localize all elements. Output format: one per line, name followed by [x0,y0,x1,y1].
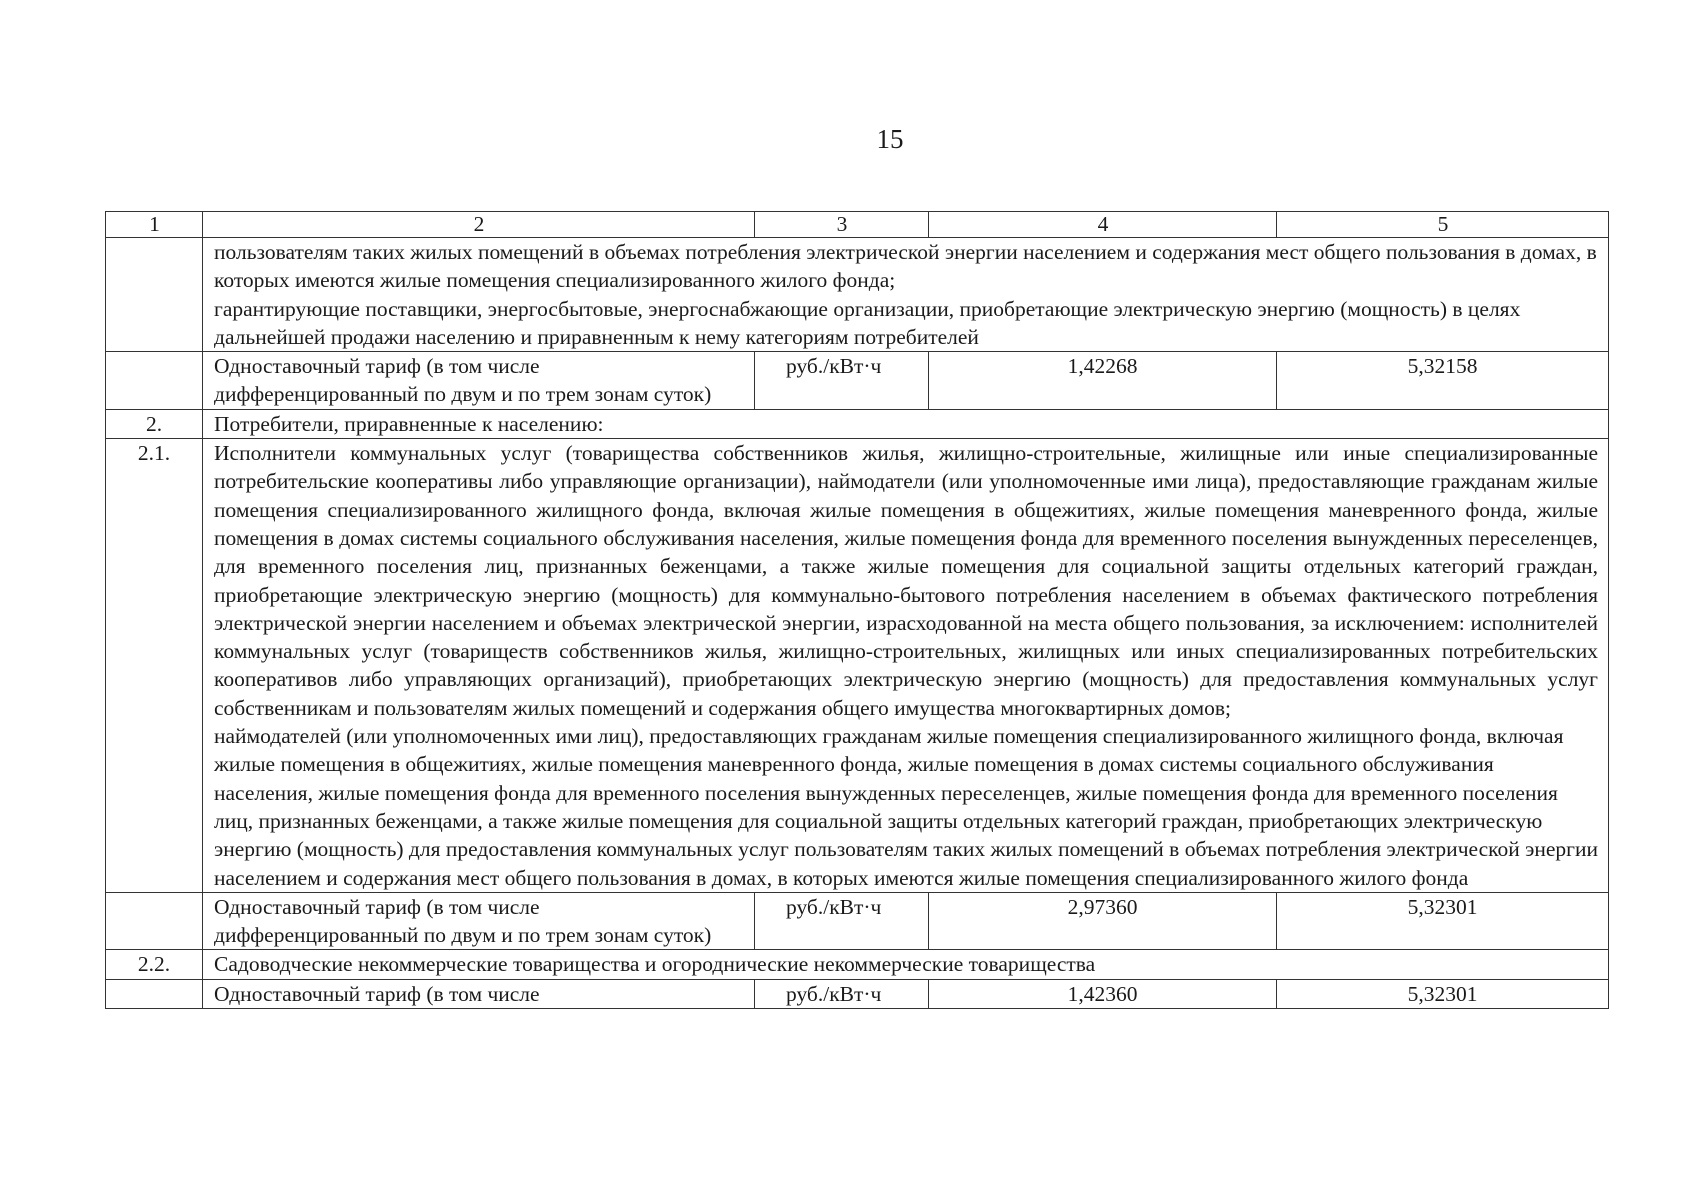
tariff-1-name: Одноставочный тариф (в том числе дифференцированный по двум и по трем зонам суток) [203,352,755,410]
continuation-row [106,238,1609,352]
tariff-2-value-4: 2,97360 [929,892,1277,950]
tariff-2-num-cell [106,892,203,950]
section-2-2-title: Садоводческие некоммерческие товарищества и огороднические некоммерческие товарищества [203,950,1609,979]
tariff-3-unit: руб./кВт·ч [755,979,929,1008]
section-2-2-num: 2.2. [106,950,203,979]
section-2-1-text-b: наймодателей (или уполномоченных ими лиц), предоставляющих гражданам жилые помещения специализированного жилищного фонда, включая жилые помещения в общежитиях, жилые помещения маневренного фонда, жилые помещения в домах системы социального обслуживания населения, жилые помещения фонда для временного поселения вынужденных переселенцев, жилые помещения фонда для временного поселения лиц, признанных беженцами, а также жилые помещения для социальной защиты отдельных категорий граждан, приобретающих электрическую энергию (мощность) для предоставления коммунальных услуг пользователям таких жилых помещений в объемах потребления электрической энергии населением и содержания мест общего пользования в домах, в которых имеются жилые помещения специализированного жилого фонда [214,724,1598,890]
header-col-3: 3 [755,212,929,238]
section-2-2-row [106,950,1609,979]
section-2-1-row [106,439,1609,893]
header-col-1: 1 [106,212,203,238]
tariff-row-3 [106,979,1609,1008]
tariff-row-1 [106,352,1609,410]
header-col-2: 2 [203,212,755,238]
continuation-text-cell [203,238,1609,352]
continuation-text-2: гарантирующие поставщики, энергосбытовые, энергоснабжающие организации, приобретающие электрическую энергию (мощность) в целях дальнейшей продажи населению и приравненным к нему категориям потребителей [214,296,1521,349]
tariff-row-2 [106,892,1609,950]
continuation-text-1: пользователям таких жилых помещений в объемах потребления электрической энергии населением и содержания мест общего пользования в домах, в которых имеются жилые помещения специализированного жилого фонда; [214,240,1597,293]
section-2-title: Потребители, приравненные к населению: [203,409,1609,438]
continuation-num-cell [106,238,203,352]
section-2-1-text-cell [203,439,1609,893]
tariff-3-value-5: 5,32301 [1277,979,1609,1008]
header-col-4: 4 [929,212,1277,238]
tariff-2-unit: руб./кВт·ч [755,892,929,950]
tariff-3-name: Одноставочный тариф (в том числе [203,979,755,1008]
section-2-1-num: 2.1. [106,439,203,893]
tariff-1-value-4: 1,42268 [929,352,1277,410]
tariff-3-value-4: 1,42360 [929,979,1277,1008]
tariff-table [105,211,1609,1009]
page-number: 15 [876,124,904,154]
section-2-1-text-a: Исполнители коммунальных услуг (товарищества собственников жилья, жилищно-строительные, жилищные или иные специализированные потребительские кооперативы либо управляющие организации), наймодатели (или уполномоченные ими лица), предоставляющие гражданам жилые помещения специализированного жилищного фонда, включая жилые помещения в общежитиях, жилые помещения маневренного фонда, жилые помещения в домах системы социального обслуживания населения, жилые помещения фонда для временного поселения вынужденных переселенцев, для временного поселения лиц, признанных беженцами, а также жилые помещения для социальной защиты отдельных категорий граждан, приобретающие электрическую энергию (мощность) для коммунально-бытового потребления населением в объемах фактического потребления электрической энергии населением и объемах электрической энергии, израсходованной на места общего пользования, за исключением: исполнителей коммунальных услуг (товариществ собственников жилья, жилищно-строительных, жилищных или иных специализированных потребительских кооперативов либо управляющих организаций), приобретающих электрическую энергию (мощность) для предоставления коммунальных услуг собственникам и пользователям жилых помещений и содержания общего имущества многоквартирных домов; [214,441,1598,720]
tariff-3-num-cell [106,979,203,1008]
tariff-1-num-cell [106,352,203,410]
header-col-5: 5 [1277,212,1609,238]
tariff-2-value-5: 5,32301 [1277,892,1609,950]
tariff-2-name: Одноставочный тариф (в том числе дифференцированный по двум и по трем зонам суток) [203,892,755,950]
section-2-num: 2. [106,409,203,438]
tariff-1-unit: руб./кВт·ч [755,352,929,410]
tariff-1-value-5: 5,32158 [1277,352,1609,410]
section-2-row [106,409,1609,438]
header-row [106,212,1609,238]
